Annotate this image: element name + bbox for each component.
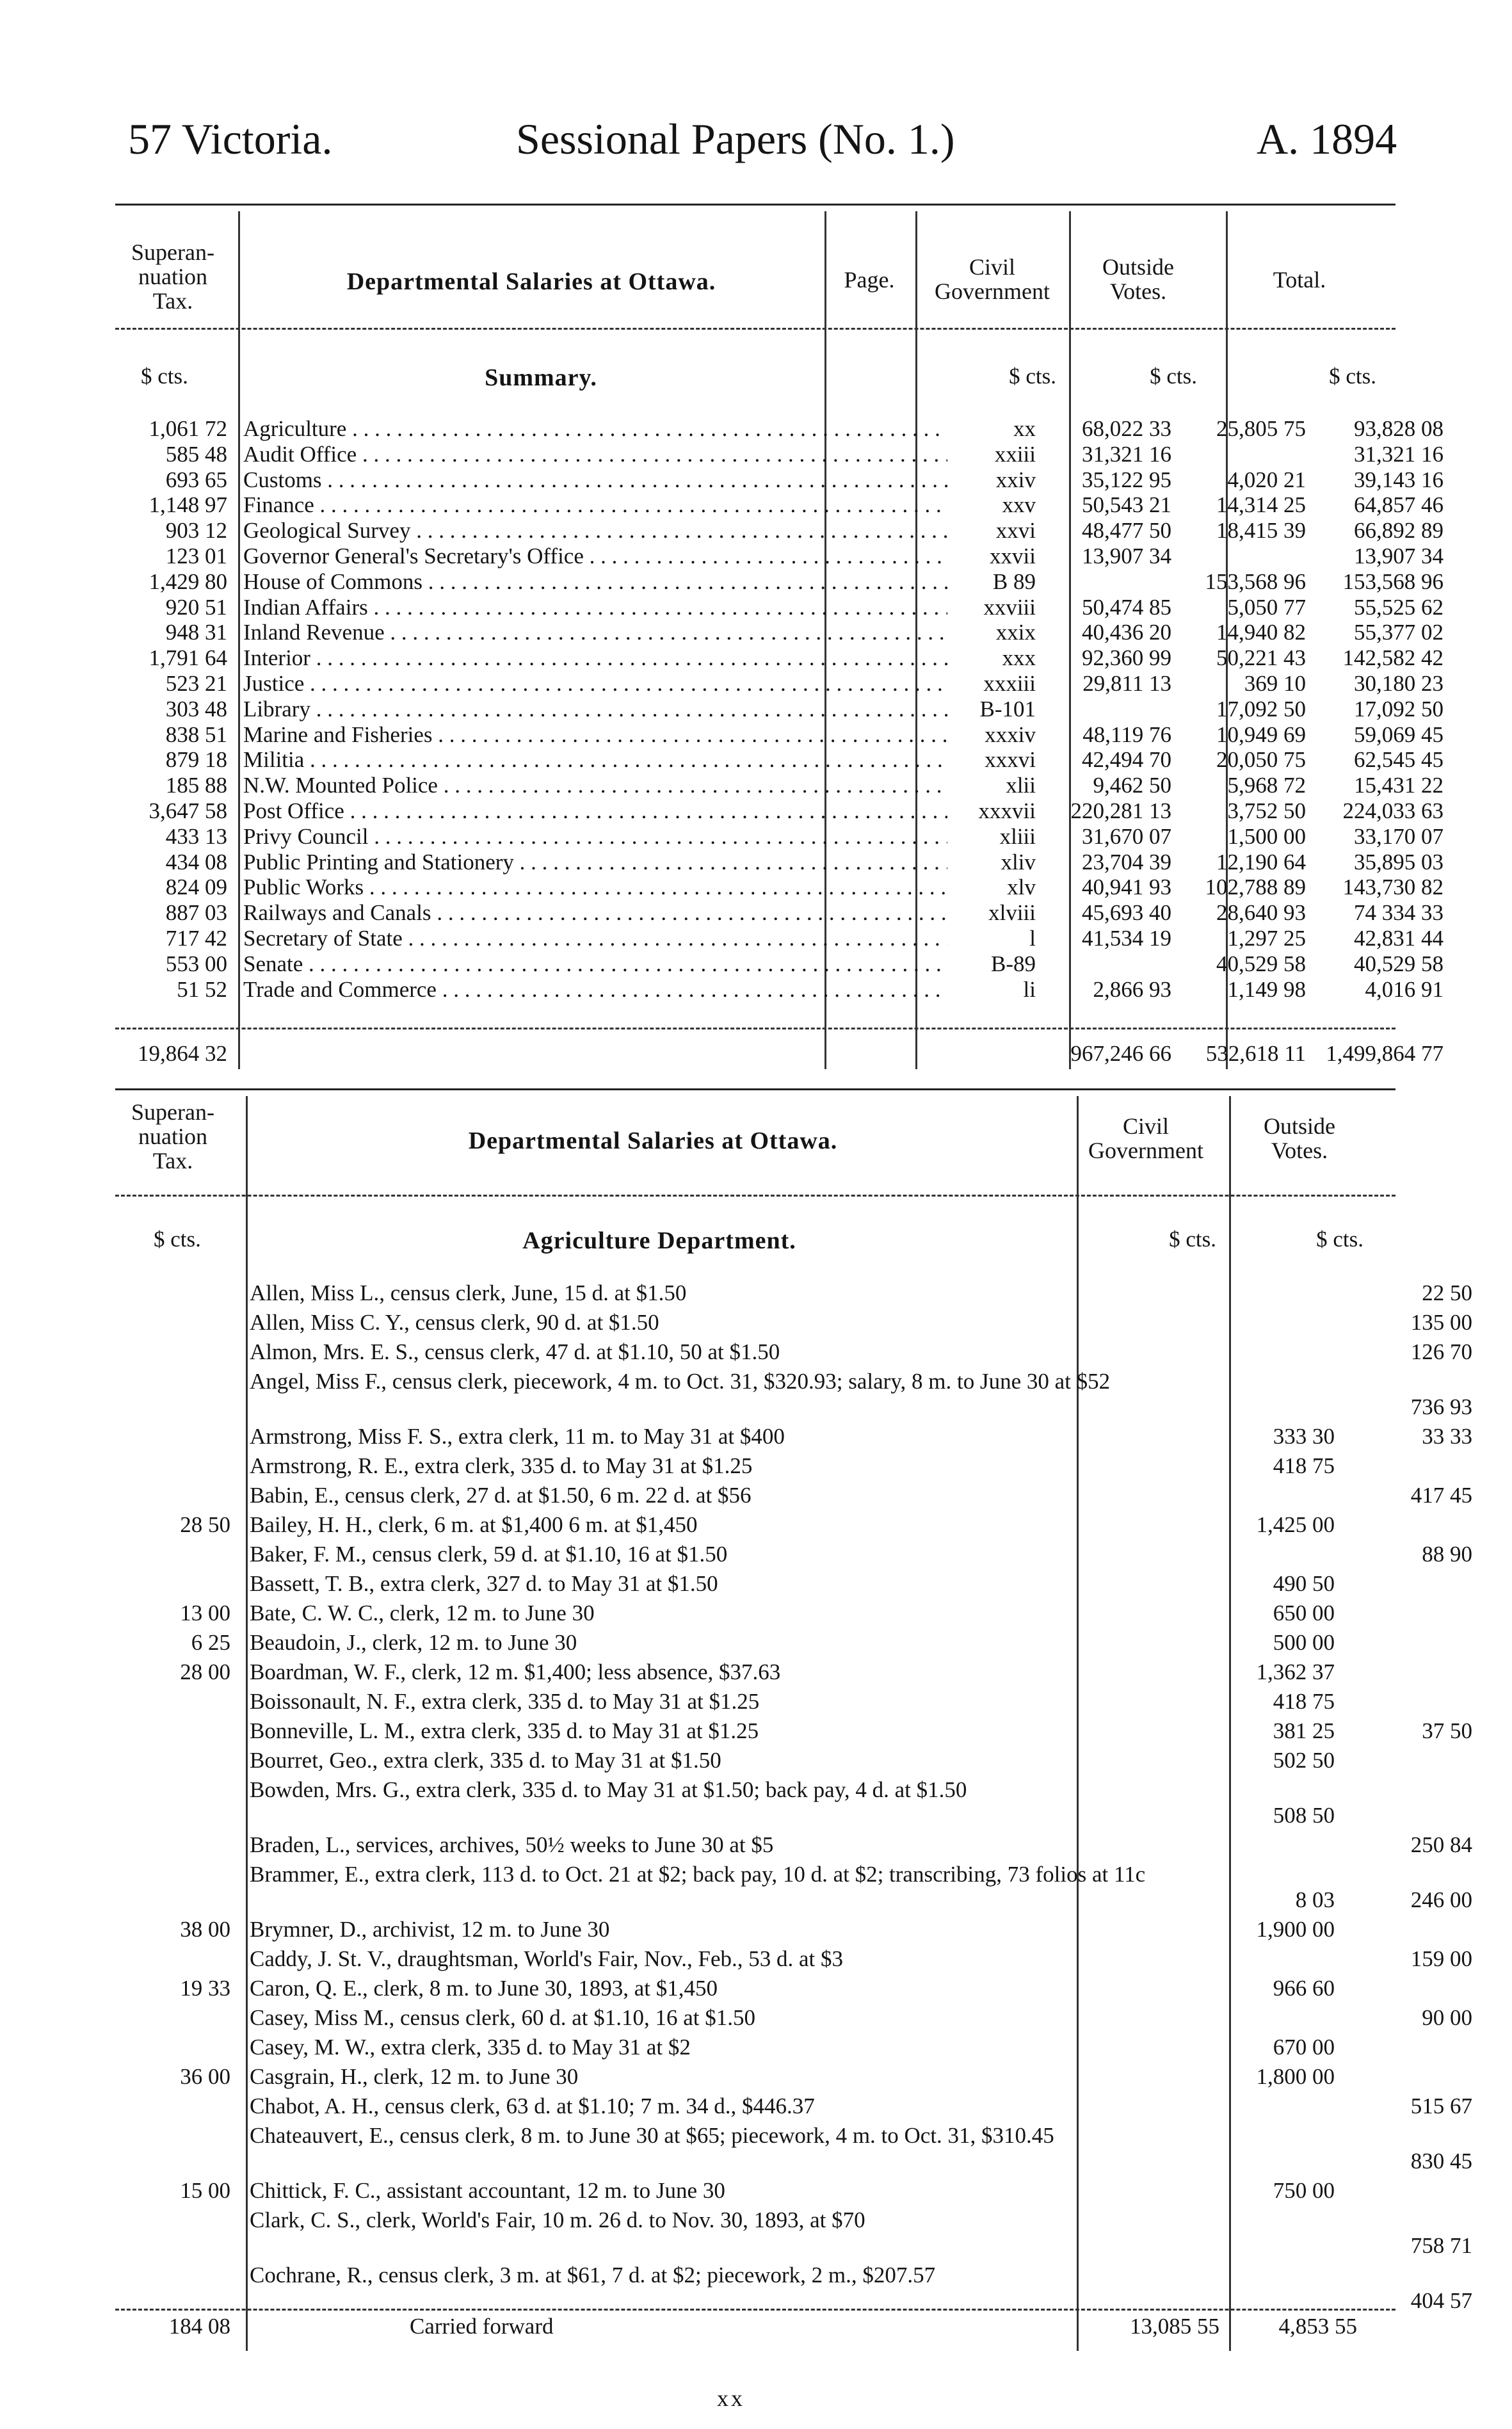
row-description: Bailey, H. H., clerk, 6 m. at $1,400 6 m. at $1,450 — [250, 1512, 698, 1537]
row-civil: 650 00 — [1273, 1601, 1335, 1626]
row-description: Braden, L., services, archives, 50½ weeks to June 30 at $5 — [250, 1832, 774, 1857]
row-page: B-89 — [953, 951, 1036, 977]
row-outside: 17,092 50 — [1216, 696, 1306, 722]
row-department: Indian Affairs . . . — [243, 595, 947, 620]
row-outside: 25,805 75 — [1216, 416, 1306, 441]
row-civil: 23,704 39 — [1082, 849, 1171, 875]
row-page: xxxiv — [953, 722, 1036, 748]
salary-row — [115, 1601, 1395, 1630]
summary-row — [115, 696, 1444, 722]
row-page: xxx — [953, 645, 1036, 671]
row-description: Clark, C. S., clerk, World's Fair, 10 m. 26 d. to Nov. 30, 1893, at $70 — [250, 2207, 865, 2232]
carried-outside: 4,853 55 — [1278, 2314, 1357, 2339]
row-page: li — [953, 977, 1036, 1003]
row-outside: 1,297 25 — [1227, 925, 1306, 951]
row-superannuation: 3,647 58 — [149, 798, 227, 823]
summary-row — [115, 925, 1444, 951]
row-description: Bowden, Mrs. G., extra clerk, 335 d. to May 31 at $1.50; back pay, 4 d. at $1.50 — [250, 1777, 967, 1802]
col-civil: Civil Government — [1088, 1113, 1203, 1163]
summary-row — [115, 747, 1444, 773]
salary-row — [115, 1718, 1472, 1748]
row-description: Boardman, W. F., clerk, 12 m. $1,400; less absence, $37.63 — [250, 1659, 781, 1684]
units-outside: $ cts. — [1150, 364, 1197, 389]
row-page: xxviii — [953, 595, 1036, 620]
row-outside: 404 57 — [1410, 2288, 1472, 2313]
row-department: Public Printing and Stationery . . . — [243, 850, 947, 875]
row-description: Bonneville, L. M., extra clerk, 335 d. to May 31 at $1.25 — [250, 1718, 759, 1743]
salary-row — [115, 1832, 1472, 1862]
summary-row — [115, 569, 1444, 595]
row-department: Geological Survey . . . — [243, 518, 947, 544]
summary-row — [115, 951, 1444, 977]
row-civil: 1,362 37 — [1256, 1659, 1335, 1684]
row-department: Militia . . . — [243, 747, 947, 773]
row-civil: 31,321 16 — [1082, 441, 1171, 467]
row-superannuation: 948 31 — [165, 620, 227, 645]
row-superannuation: 28 50 — [180, 1512, 230, 1537]
row-total: 33,170 07 — [1354, 823, 1444, 849]
total-civil: 967,246 66 — [1070, 1041, 1171, 1066]
row-page: xlviii — [953, 900, 1036, 926]
row-page: xxxiii — [953, 671, 1036, 697]
row-civil: 40,436 20 — [1082, 620, 1171, 645]
row-total: 74 334 33 — [1354, 900, 1444, 926]
row-civil: 41,534 19 — [1082, 925, 1171, 951]
salary-row — [115, 1777, 1395, 1832]
row-page: xxxvii — [953, 798, 1036, 824]
row-outside: 90 00 — [1422, 2005, 1472, 2030]
row-superannuation: 303 48 — [165, 696, 227, 722]
summary-row — [115, 441, 1444, 467]
rule — [115, 1195, 1395, 1197]
row-civil: 50,543 21 — [1082, 492, 1171, 518]
row-description: Casey, Miss M., census clerk, 60 d. at $1.10, 16 at $1.50 — [250, 2005, 755, 2030]
row-civil: 418 75 — [1273, 1453, 1335, 1478]
col-title: Departmental Salaries at Ottawa. — [468, 1127, 838, 1154]
salary-row — [115, 1483, 1472, 1512]
salary-row — [115, 1339, 1472, 1369]
salary-row — [115, 1946, 1472, 1976]
row-department: Privy Council . . . — [243, 824, 947, 850]
row-description: Chateauvert, E., census clerk, 8 m. to June 30 at $65; piecework, 4 m. to Oct. 31, $310.45 — [250, 2123, 1054, 2148]
row-department: Senate . . . — [243, 951, 947, 977]
row-superannuation: 123 01 — [165, 543, 227, 569]
col-page: Page. — [844, 267, 895, 293]
row-superannuation: 6 25 — [191, 1630, 230, 1655]
row-superannuation: 38 00 — [180, 1917, 230, 1942]
row-department: Governor General's Secretary's Office . . . — [243, 544, 947, 569]
salary-row — [115, 1453, 1395, 1483]
row-civil: 35,122 95 — [1082, 467, 1171, 492]
row-page: B-101 — [953, 697, 1036, 722]
row-description: Caddy, J. St. V., draughtsman, World's Fair, Nov., Feb., 53 d. at $3 — [250, 1946, 843, 1971]
salary-row — [115, 1571, 1395, 1601]
row-outside: 10,949 69 — [1216, 722, 1306, 747]
row-superannuation: 185 88 — [165, 773, 227, 798]
row-description: Caron, Q. E., clerk, 8 m. to June 30, 1893, at $1,450 — [250, 1976, 718, 2001]
summary-row — [115, 773, 1444, 798]
row-civil: 8 03 — [1295, 1887, 1335, 1912]
row-civil: 670 00 — [1273, 2035, 1335, 2060]
row-department: Finance . . . — [243, 492, 947, 518]
row-outside: 417 45 — [1410, 1483, 1472, 1508]
summary-row — [115, 798, 1444, 824]
row-department: Public Works . . . — [243, 875, 947, 900]
row-superannuation: 434 08 — [165, 849, 227, 875]
col-title: Departmental Salaries at Ottawa. — [346, 268, 716, 295]
rule — [115, 2309, 1395, 2311]
row-civil: 490 50 — [1273, 1571, 1335, 1596]
row-civil: 1,800 00 — [1256, 2064, 1335, 2089]
row-total: 93,828 08 — [1354, 416, 1444, 441]
row-description: Boissonault, N. F., extra clerk, 335 d. to May 31 at $1.25 — [250, 1689, 760, 1714]
row-outside: 4,020 21 — [1227, 467, 1306, 492]
row-department: Library . . . — [243, 697, 947, 722]
units-outside: $ cts. — [1316, 1227, 1363, 1252]
row-description: Baker, F. M., census clerk, 59 d. at $1.10, 16 at $1.50 — [250, 1542, 728, 1567]
row-page: xxvi — [953, 518, 1036, 544]
header-year: A. 1894 — [1257, 115, 1397, 163]
row-page: xlv — [953, 875, 1036, 900]
row-description: Casey, M. W., extra clerk, 335 d. to May 31 at $2 — [250, 2035, 691, 2060]
total-sup: 19,864 32 — [138, 1041, 227, 1066]
row-outside: 20,050 75 — [1216, 747, 1306, 773]
row-civil: 29,811 13 — [1082, 670, 1171, 696]
units-total: $ cts. — [1329, 364, 1376, 389]
rule — [115, 1088, 1395, 1090]
row-superannuation: 15 00 — [180, 2178, 230, 2203]
row-description: Casgrain, H., clerk, 12 m. to June 30 — [250, 2064, 579, 2089]
row-superannuation: 1,791 64 — [149, 645, 227, 671]
agriculture-rows — [115, 1280, 1472, 2318]
row-outside: 5,050 77 — [1227, 594, 1306, 620]
row-description: Brammer, E., extra clerk, 113 d. to Oct. 21 at $2; back pay, 10 d. at $2; transcribing, 73 folios at 11c — [250, 1862, 1146, 1887]
row-total: 40,529 58 — [1354, 951, 1444, 976]
row-outside: 18,415 39 — [1216, 518, 1306, 544]
summary-row — [115, 976, 1444, 1003]
col-civil: Civil Government — [935, 254, 1050, 304]
row-department: Audit Office . . . — [243, 442, 947, 467]
row-outside: 369 10 — [1244, 670, 1306, 696]
row-outside: 758 71 — [1410, 2233, 1472, 2258]
row-superannuation: 903 12 — [165, 518, 227, 544]
row-superannuation: 1,148 97 — [149, 492, 227, 518]
row-total: 224,033 63 — [1342, 798, 1444, 823]
row-description: Babin, E., census clerk, 27 d. at $1.50, 6 m. 22 d. at $56 — [250, 1483, 752, 1508]
col-superannuation: Superan- nuation Tax. — [131, 239, 214, 314]
row-department: Secretary of State . . . — [243, 926, 947, 951]
summary-row — [115, 416, 1444, 442]
row-civil: 42,494 70 — [1082, 747, 1171, 773]
row-outside: 14,314 25 — [1216, 492, 1306, 518]
row-civil: 500 00 — [1273, 1630, 1335, 1655]
row-description: Almon, Mrs. E. S., census clerk, 47 d. at $1.10, 50 at $1.50 — [250, 1339, 780, 1364]
total-grand: 1,499,864 77 — [1326, 1041, 1444, 1066]
rule — [115, 328, 1395, 330]
row-outside: 250 84 — [1410, 1832, 1472, 1857]
section-title: Agriculture Department. — [522, 1227, 796, 1254]
row-description: Allen, Miss L., census clerk, June, 15 d. at $1.50 — [250, 1280, 687, 1305]
row-department: Justice . . . — [243, 671, 947, 697]
summary-row — [115, 620, 1444, 645]
row-outside: 22 50 — [1422, 1280, 1472, 1305]
row-description: Bourret, Geo., extra clerk, 335 d. to May 31 at $1.50 — [250, 1748, 721, 1773]
row-civil: 333 30 — [1273, 1424, 1335, 1449]
salary-row — [115, 2207, 1472, 2263]
salary-row — [115, 1976, 1395, 2005]
row-description: Armstrong, R. E., extra clerk, 335 d. to May 31 at $1.25 — [250, 1453, 753, 1478]
units-civil: $ cts. — [1169, 1227, 1216, 1252]
row-total: 4,016 91 — [1365, 976, 1444, 1002]
rule — [115, 204, 1395, 206]
col-outside: Outside Votes. — [1264, 1113, 1335, 1163]
row-superannuation: 433 13 — [165, 823, 227, 849]
row-total: 64,857 46 — [1354, 492, 1444, 518]
row-department: Post Office . . . — [243, 798, 947, 824]
salary-row — [115, 2094, 1472, 2123]
row-total: 55,525 62 — [1354, 594, 1444, 620]
row-civil: 48,119 76 — [1082, 722, 1171, 747]
summary-rows — [115, 416, 1444, 1002]
carried-sup: 184 08 — [168, 2314, 230, 2339]
row-superannuation: 879 18 — [165, 747, 227, 773]
row-outside: 1,500 00 — [1227, 823, 1306, 849]
row-outside: 33 33 — [1422, 1424, 1472, 1449]
row-superannuation: 824 09 — [165, 875, 227, 900]
summary-row — [115, 722, 1444, 748]
carried-civil: 13,085 55 — [1130, 2314, 1219, 2339]
row-outside: 37 50 — [1422, 1718, 1472, 1743]
total-outside: 532,618 11 — [1205, 1041, 1306, 1066]
row-total: 31,321 16 — [1354, 441, 1444, 467]
row-department: Interior . . . — [243, 645, 947, 671]
row-civil: 92,360 99 — [1082, 645, 1171, 671]
row-civil: 502 50 — [1273, 1748, 1335, 1773]
row-civil: 48,477 50 — [1082, 518, 1171, 544]
row-civil: 45,693 40 — [1082, 900, 1171, 926]
salary-row — [115, 1310, 1472, 1339]
row-total: 62,545 45 — [1354, 747, 1444, 773]
row-outside: 3,752 50 — [1227, 798, 1306, 823]
row-outside: 102,788 89 — [1205, 875, 1306, 900]
row-superannuation: 553 00 — [165, 951, 227, 976]
page-folio: xx — [717, 2385, 745, 2411]
row-total: 42,831 44 — [1354, 925, 1444, 951]
summary-row — [115, 467, 1444, 493]
row-page: xlii — [953, 773, 1036, 798]
row-page: xliv — [953, 850, 1036, 875]
row-page: xxiv — [953, 467, 1036, 493]
summary-row — [115, 543, 1444, 569]
salary-row — [115, 1748, 1395, 1777]
row-page: xxv — [953, 492, 1036, 518]
row-outside: 12,190 64 — [1216, 849, 1306, 875]
row-total: 142,582 42 — [1342, 645, 1444, 671]
col-outside: Outside Votes. — [1102, 254, 1174, 304]
row-superannuation: 920 51 — [165, 594, 227, 620]
units-sup: $ cts. — [141, 364, 188, 389]
row-superannuation: 693 65 — [165, 467, 227, 492]
salary-row — [115, 2064, 1395, 2094]
row-superannuation: 28 00 — [180, 1659, 230, 1684]
row-superannuation: 717 42 — [165, 925, 227, 951]
row-civil: 68,022 33 — [1082, 416, 1171, 441]
row-department: Inland Revenue . . . — [243, 620, 947, 645]
row-outside: 14,940 82 — [1216, 620, 1306, 645]
row-civil: 1,900 00 — [1256, 1917, 1335, 1942]
row-outside: 830 45 — [1410, 2149, 1472, 2174]
salary-row — [115, 1917, 1395, 1946]
row-superannuation: 13 00 — [180, 1601, 230, 1626]
row-outside: 1,149 98 — [1227, 976, 1306, 1002]
row-superannuation: 585 48 — [165, 441, 227, 467]
row-page: xliii — [953, 824, 1036, 850]
row-department: Trade and Commerce . . . — [243, 977, 947, 1003]
row-superannuation: 523 21 — [165, 670, 227, 696]
row-page: xx — [953, 416, 1036, 442]
row-civil: 50,474 85 — [1082, 594, 1171, 620]
row-outside: 88 90 — [1422, 1542, 1472, 1567]
row-total: 15,431 22 — [1354, 773, 1444, 798]
salary-row — [115, 1512, 1395, 1542]
summary-row — [115, 900, 1444, 926]
row-description: Brymner, D., archivist, 12 m. to June 30 — [250, 1917, 610, 1942]
row-outside: 246 00 — [1410, 1887, 1472, 1912]
row-civil: 508 50 — [1273, 1803, 1335, 1828]
row-outside: 28,640 93 — [1216, 900, 1306, 926]
row-outside: 736 93 — [1410, 1394, 1472, 1419]
salary-row — [115, 1630, 1395, 1659]
row-total: 66,892 89 — [1354, 518, 1444, 544]
row-civil: 966 60 — [1273, 1976, 1335, 2001]
units-sup: $ cts. — [154, 1227, 201, 1252]
header-session: 57 Victoria. — [128, 115, 333, 163]
row-department: N.W. Mounted Police . . . — [243, 773, 947, 798]
row-superannuation: 36 00 — [180, 2064, 230, 2089]
row-description: Bassett, T. B., extra clerk, 327 d. to May 31 at $1.50 — [250, 1571, 718, 1596]
row-page: xxiii — [953, 442, 1036, 467]
row-outside: 153,568 96 — [1205, 569, 1306, 594]
row-department: Railways and Canals . . . — [243, 900, 947, 926]
row-page: l — [953, 926, 1036, 951]
row-superannuation: 51 52 — [177, 976, 227, 1002]
salary-row — [115, 2035, 1395, 2064]
summary-row — [115, 823, 1444, 850]
header-title: Sessional Papers (No. 1.) — [516, 115, 955, 163]
row-civil: 40,941 93 — [1082, 875, 1171, 900]
row-page: B 89 — [953, 569, 1036, 595]
row-civil: 9,462 50 — [1093, 773, 1171, 798]
row-civil: 31,670 07 — [1082, 823, 1171, 849]
section-title: Summary. — [485, 364, 597, 391]
salary-row — [115, 1689, 1395, 1718]
salary-row — [115, 2123, 1472, 2178]
row-civil: 13,907 34 — [1082, 543, 1171, 569]
salary-row — [115, 2005, 1472, 2035]
row-total: 143,730 82 — [1342, 875, 1444, 900]
row-page: xxxvi — [953, 747, 1036, 773]
row-description: Beaudoin, J., clerk, 12 m. to June 30 — [250, 1630, 577, 1655]
row-superannuation: 1,429 80 — [149, 569, 227, 594]
row-civil: 750 00 — [1273, 2178, 1335, 2203]
row-total: 59,069 45 — [1354, 722, 1444, 747]
salary-row — [115, 1369, 1472, 1424]
row-description: Bate, C. W. C., clerk, 12 m. to June 30 — [250, 1601, 595, 1626]
row-outside: 135 00 — [1410, 1310, 1472, 1335]
summary-row — [115, 594, 1444, 620]
row-total: 17,092 50 — [1354, 696, 1444, 722]
row-superannuation: 838 51 — [165, 722, 227, 747]
row-department: Customs . . . — [243, 467, 947, 493]
rule — [115, 1028, 1395, 1029]
row-superannuation: 19 33 — [180, 1976, 230, 2001]
col-superannuation: Superan- nuation Tax. — [131, 1099, 214, 1174]
row-description: Chittick, F. C., assistant accountant, 12 m. to June 30 — [250, 2178, 725, 2203]
summary-row — [115, 492, 1444, 518]
salary-row — [115, 1280, 1472, 1310]
row-civil: 381 25 — [1273, 1718, 1335, 1743]
carried-label: Carried forward — [410, 2314, 554, 2339]
row-total: 39,143 16 — [1354, 467, 1444, 492]
units-civil: $ cts. — [1009, 364, 1056, 389]
col-total: Total. — [1273, 267, 1326, 293]
row-civil: 2,866 93 — [1093, 976, 1171, 1002]
row-outside: 515 67 — [1410, 2094, 1472, 2118]
row-department: Agriculture . . . — [243, 416, 947, 442]
summary-row — [115, 849, 1444, 875]
row-total: 55,377 02 — [1354, 620, 1444, 645]
row-superannuation: 1,061 72 — [149, 416, 227, 441]
row-page: xxix — [953, 620, 1036, 645]
row-outside: 126 70 — [1410, 1339, 1472, 1364]
row-department: House of Commons . . . — [243, 569, 947, 595]
row-description: Armstrong, Miss F. S., extra clerk, 11 m. to May 31 at $400 — [250, 1424, 785, 1449]
summary-row — [115, 518, 1444, 544]
summary-row — [115, 645, 1444, 671]
summary-row — [115, 875, 1444, 900]
row-outside: 159 00 — [1410, 1946, 1472, 1971]
row-outside: 40,529 58 — [1216, 951, 1306, 976]
row-civil: 1,425 00 — [1256, 1512, 1335, 1537]
row-department: Marine and Fisheries . . . — [243, 722, 947, 748]
row-description: Angel, Miss F., census clerk, piecework, 4 m. to Oct. 31, $320.93; salary, 8 m. to June 30 at $52 — [250, 1369, 1111, 1394]
salary-row — [115, 2178, 1395, 2207]
row-description: Cochrane, R., census clerk, 3 m. at $61, 7 d. at $2; piecework, 2 m., $207.57 — [250, 2263, 936, 2288]
row-total: 30,180 23 — [1354, 670, 1444, 696]
summary-row — [115, 670, 1444, 697]
salary-row — [115, 1862, 1472, 1917]
running-header — [0, 114, 1512, 184]
row-civil: 418 75 — [1273, 1689, 1335, 1714]
salary-row — [115, 1659, 1395, 1689]
row-total: 153,568 96 — [1342, 569, 1444, 594]
row-page: xxvii — [953, 544, 1036, 569]
row-civil: 220,281 13 — [1070, 798, 1171, 823]
salary-row — [115, 1542, 1472, 1571]
row-total: 13,907 34 — [1354, 543, 1444, 569]
row-outside: 5,968 72 — [1227, 773, 1306, 798]
row-description: Chabot, A. H., census clerk, 63 d. at $1.10; 7 m. 34 d., $446.37 — [250, 2094, 815, 2118]
row-outside: 50,221 43 — [1216, 645, 1306, 671]
salary-row — [115, 1424, 1472, 1453]
row-superannuation: 887 03 — [165, 900, 227, 926]
row-total: 35,895 03 — [1354, 849, 1444, 875]
row-description: Allen, Miss C. Y., census clerk, 90 d. at $1.50 — [250, 1310, 659, 1335]
